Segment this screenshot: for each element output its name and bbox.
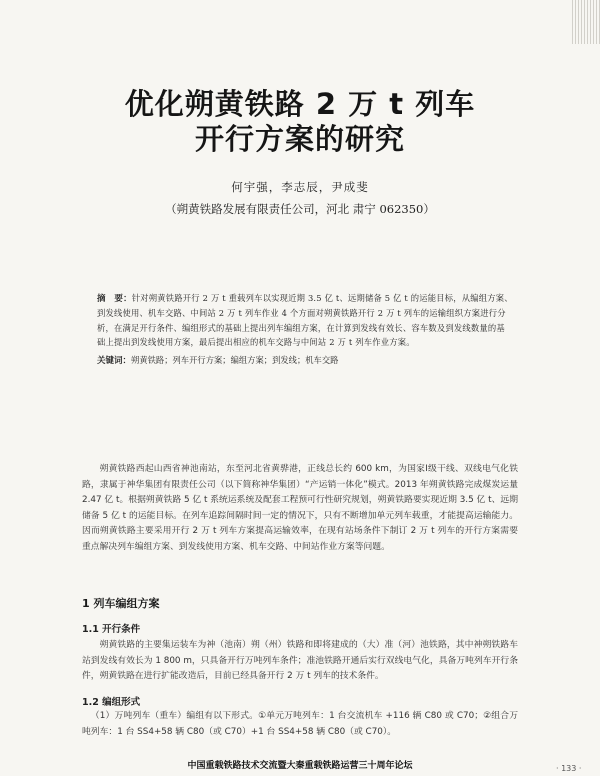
paper-title-line-1: 优化朔黄铁路 2 万 t 列车 [124, 87, 476, 121]
keywords-text: 朔黄铁路；列车开行方案；编组方案；到发线；机车交路 [131, 355, 339, 365]
keywords-label: 关键词： [97, 356, 132, 366]
page-number: · 133 · [556, 764, 582, 773]
subsection-heading-1-2: 1.2 编组形式 [82, 697, 141, 708]
subsection-heading-1-1: 1.1 开行条件 [82, 624, 141, 635]
paper-title-line-2: 开行方案的研究 [194, 122, 405, 156]
subsection-1-1-paragraph: 朔黄铁路的主要集运装车为神（池南）朔（州）铁路和即将建成的（大）准（河）池铁路，其中神朔铁路车站到发线有效长为 1 800 m，只具备开行万吨列车条件；准池铁路开通后实行双线电气化，具备万吨列车开行条件，朔黄铁路在进行扩能改造后，目前已经具备开行 2 万 t 列车的技术条件。 [82, 640, 518, 682]
authors: 何宇强，李志辰，尹成斐 [231, 180, 369, 194]
scan-edge-artifact [572, 0, 600, 44]
subsection-1-2-paragraph: （1）万吨列车（重车）编组有以下形式。①单元万吨列车：1 台交流机车 +116 辆 C80 或 C70；②组合万吨列车：1 台 SS4+58 辆 C80（或 C70）+1 台 SS4+58 辆 C80（或 C70）。 [82, 711, 518, 737]
affiliation: （朔黄铁路发展有限责任公司，河北 肃宁 062350） [165, 202, 435, 216]
page-footer: 中国重载铁路技术交流暨大秦重载铁路运营三十周年论坛 [187, 761, 413, 771]
keywords [97, 353, 513, 368]
abstract [97, 291, 513, 350]
abstract-label: 摘 要： [97, 294, 132, 304]
abstract-text: 针对朔黄铁路开行 2 万 t 重载列车以实现近期 3.5 亿 t、远期储备 5 亿 t 的运能目标，从编组方案、到发线使用、机车交路、中间站 2 万 t 列车作业 4 个方面对朔黄铁路开行 2 万 t 列车的运输组织方案进行分析，在满足开行条件、编组形式的基础上提出列车编组方案，在计算到发线有效长、容车数及到发线数量的基础上提出到发线使用方案，最后提出相应的机车交路与中间站 2 万 t 列车作业方案。 [97, 293, 513, 348]
intro-paragraph: 朔黄铁路西起山西省神池南站，东至河北省黄骅港，正线总长约 600 km，为国家Ⅰ级干线、双线电气化铁路，隶属于神华集团有限责任公司（以下简称神华集团）“产运销一体化”模式。2013 年朔黄铁路完成煤炭运量 2.47 亿 t。根据朔黄铁路 5 亿 t 系统运系统及配套工程预可行性研究规划，朔黄铁路要实现近期 3.5 亿 t、远期储备 5 亿 t 的运能目标。在列车追踪间隔时间一定的情况下，只有不断增加单元列车载重，才能提高运输能力。因而朔黄铁路主要采用开行 2 万 t 列车方案提高运输效率，在现有站场条件下制订 2 万 t 列车的开行方案需要重点解决列车编组方案、到发线使用方案、机车交路、中间站作业方案等问题。 [82, 464, 518, 552]
section-heading-1: 1 列车编组方案 [82, 597, 160, 610]
